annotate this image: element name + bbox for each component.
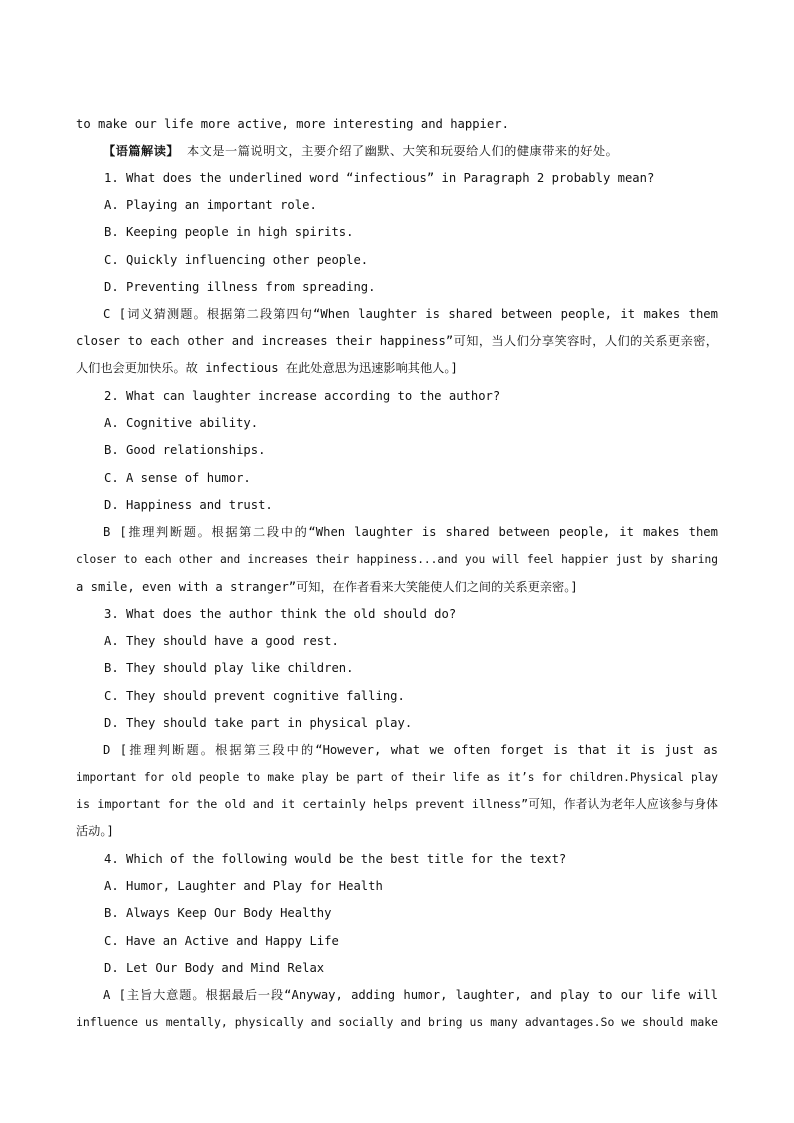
q3-answer-line-3: is important for the old and it certainly helps prevent illness”可知，作者认为老年人应该参与身体	[76, 797, 718, 811]
q2-answer-line-3: a smile, even with a stranger”可知，在作者看来大笑能使人们之间的关系更亲密。]	[76, 580, 578, 594]
q2-stem: 2. What can laughter increase according to the author?	[104, 389, 501, 403]
q4-answer-line-1: A [主旨大意题。根据最后一段“Anyway, adding humor, laughter, and play to our life will	[103, 988, 718, 1002]
q2-option-b: B. Good relationships.	[104, 443, 266, 457]
q2-answer-line-1: B [推理判断题。根据第二段中的“When laughter is shared between people, it makes them	[103, 525, 718, 539]
q4-stem: 4. Which of the following would be the best title for the text?	[104, 852, 567, 866]
q3-option-b: B. They should play like children.	[104, 661, 354, 675]
summary-text: 本文是一篇说明文，主要介绍了幽默、大笑和玩耍给人们的健康带来的好处。	[186, 144, 619, 158]
q1-answer-line-1: C [词义猜测题。根据第二段第四句“When laughter is shared between people, it makes them	[103, 307, 718, 321]
q4-option-a: A. Humor, Laughter and Play for Health	[104, 879, 383, 893]
q2-answer-line-2: closer to each other and increases their happiness...and you will feel happier just by sharing	[76, 553, 718, 566]
q1-stem: 1. What does the underlined word “infectious” in Paragraph 2 probably mean?	[104, 171, 655, 185]
q3-stem: 3. What does the author think the old should do?	[104, 607, 457, 621]
q3-option-a: A. They should have a good rest.	[104, 634, 339, 648]
intro-tail-line: to make our life more active, more interesting and happier.	[76, 117, 509, 131]
q1-option-d: D. Preventing illness from spreading.	[104, 280, 376, 294]
q3-answer-line-2: important for old people to make play be part of their life as it’s for children.Physical play	[76, 771, 718, 784]
q4-option-b: B. Always Keep Our Body Healthy	[104, 906, 332, 920]
q2-option-d: D. Happiness and trust.	[104, 498, 273, 512]
summary-label: 【语篇解读】	[103, 144, 180, 158]
q3-option-c: C. They should prevent cognitive falling.	[104, 689, 405, 703]
q1-answer-line-3: 人们也会更加快乐。故 infectious 在此处意思为迅速影响其他人。]	[76, 361, 458, 375]
summary-paragraph	[103, 143, 718, 160]
q3-answer-line-4: 活动。]	[76, 824, 114, 838]
q3-answer-line-1: D [推理判断题。根据第三段中的“However, what we often forget is that it is just as	[103, 743, 718, 757]
q1-answer-line-2: closer to each other and increases their happiness”可知，当人们分享笑容时，人们的关系更亲密，	[76, 334, 718, 348]
q4-option-d: D. Let Our Body and Mind Relax	[104, 961, 325, 975]
q2-option-a: A. Cognitive ability.	[104, 416, 259, 430]
q4-option-c: C. Have an Active and Happy Life	[104, 934, 339, 948]
q1-option-a: A. Playing an important role.	[104, 198, 317, 212]
q1-option-c: C. Quickly influencing other people.	[104, 253, 369, 267]
q4-answer-line-2: influence us mentally, physically and socially and bring us many advantages.So we should make	[76, 1015, 718, 1029]
q1-option-b: B. Keeping people in high spirits.	[104, 225, 354, 239]
q3-option-d: D. They should take part in physical play.	[104, 716, 413, 730]
q2-option-c: C. A sense of humor.	[104, 471, 251, 485]
